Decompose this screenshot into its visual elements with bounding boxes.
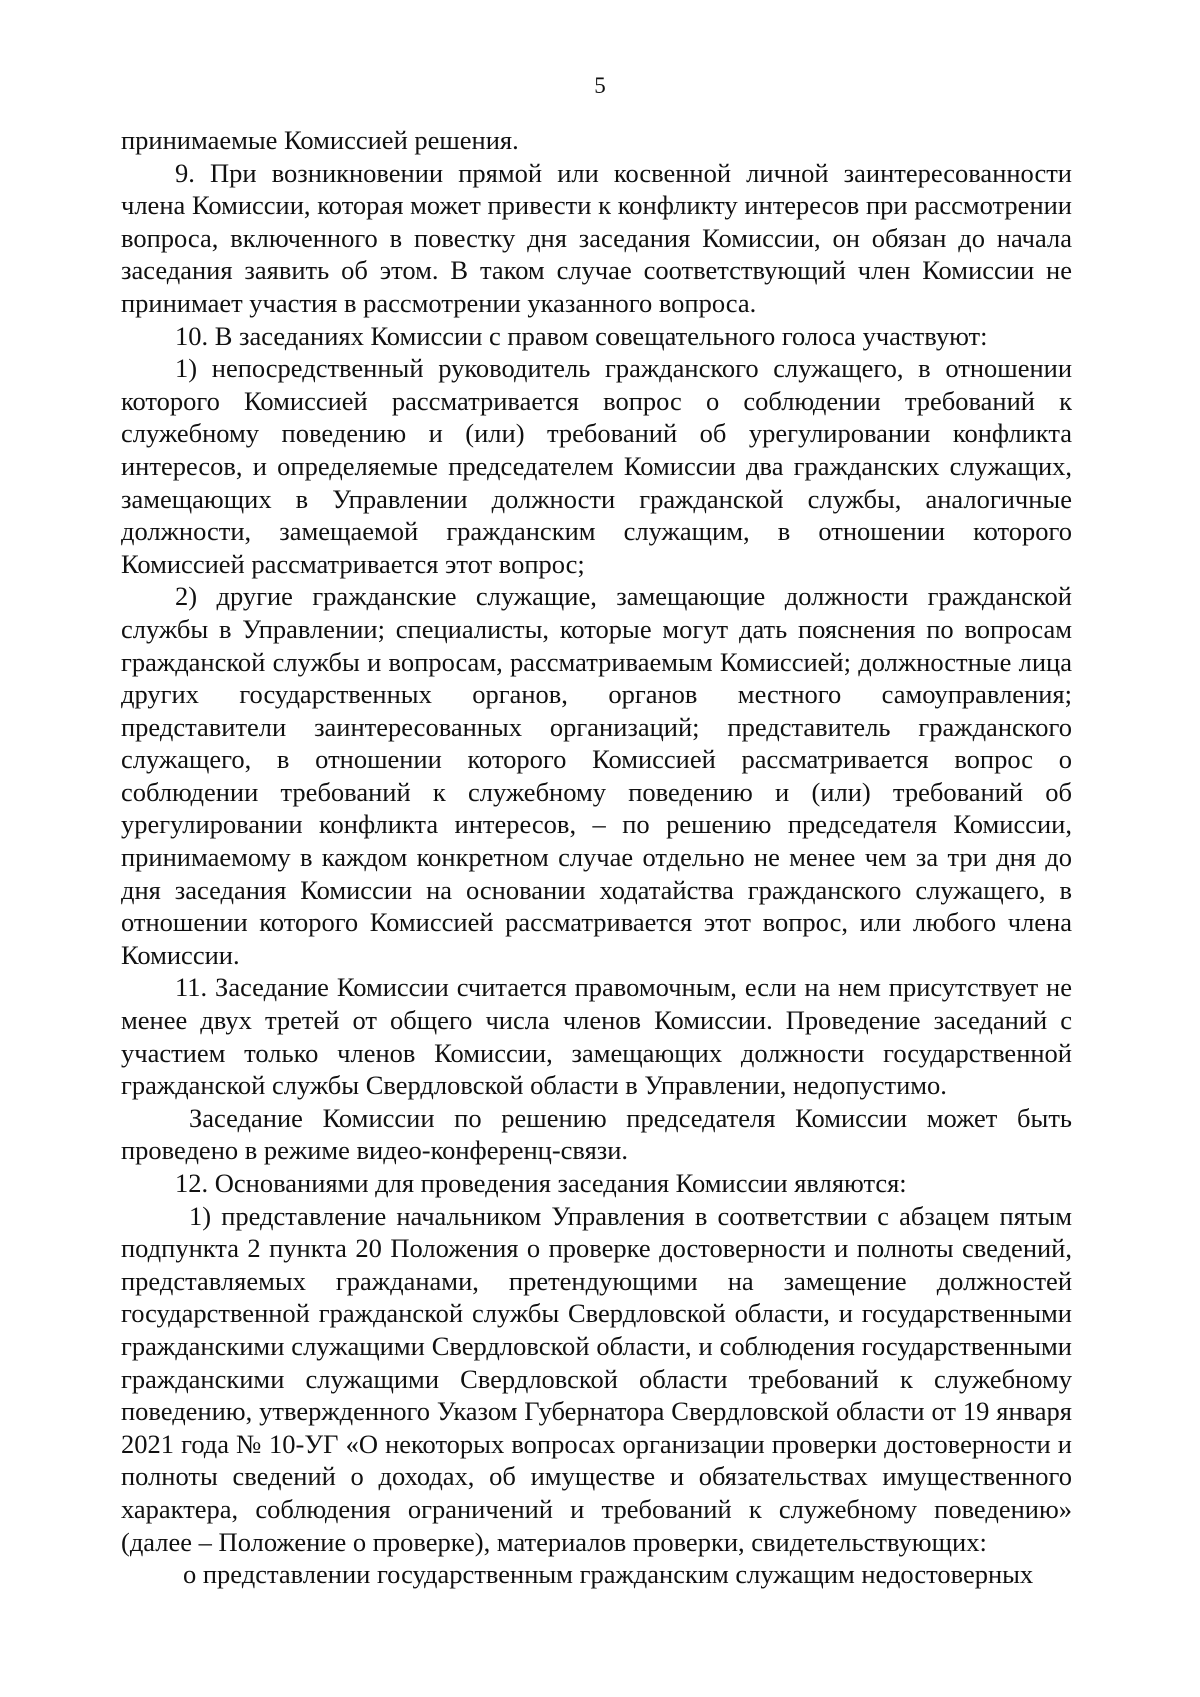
paragraph-item-9: 9. При возникновении прямой или косвенной личной заинтересованности члена Комиссии, которая может привести к конфликту интересов при рассмотрении вопроса, включенного в повестку дня заседания Комиссии, он обязан до начала заседания заявить об этом. В таком случае соответствующий член Комиссии не принимает участия в рассмотрении указанного вопроса.: [121, 157, 1072, 318]
paragraph-continuation: принимаемые Комиссией решения.: [121, 125, 519, 155]
paragraph-item-10-1: 1) непосредственный руководитель гражданского служащего, в отношении которого Комиссией рассматривается вопрос о соблюдении требований к служебному поведению и (или) требований об урегулировании конфликта интересов, и определяемые председателем Комиссии два гражданских служащих, замещающих в Управлении должности гражданской службы, аналогичные должности, замещаемой гражданским служащим, в отношении которого Комиссией рассматривается этот вопрос;: [121, 353, 1072, 579]
paragraph-item-12-1: 1) представление начальником Управления в соответствии с абзацем пятым подпункта 2 пункта 20 Положения о проверке достоверности и полноты сведений, представляемых гражданами, претендующими на замещение должностей государственной гражданской службы Свердловской области, и государственными гражданскими служащими Свердловской области, и соблюдения государственными гражданскими служащими Свердловской области требований к служебному поведению, утвержденного Указом Губернатора Свердловской области от 19 января 2021 года № 10-УГ «О некоторых вопросах организации проверки достоверности и полноты сведений о доходах, об имуществе и обязательствах имущественного характера, соблюдения ограничений и требований к служебному поведению» (далее – Положение о проверке), материалов проверки, свидетельствующих:: [121, 1200, 1072, 1557]
paragraph-item-10-2: 2) другие гражданские служащие, замещающие должности гражданской службы в Управлении; специалисты, которые могут дать пояснения по вопросам гражданской службы и вопросам, рассматриваемым Комиссией; должностные лица других государственных органов, органов местного самоуправления; представители заинтересованных организаций; представитель гражданского служащего, в отношении которого Комиссией рассматривается вопрос о соблюдении требований к служебному поведению и (или) требований об урегулировании конфликта интересов, – по решению председателя Комиссии, принимаемому в каждом конкретном случае отдельно не менее чем за три дня до дня заседания Комиссии на основании ходатайства гражданского служащего, в отношении которого Комиссией рассматривается этот вопрос, или любого члена Комиссии.: [121, 581, 1072, 970]
document-body: [121, 124, 1072, 1591]
page-number: 5: [594, 73, 606, 98]
paragraph-item-11: 11. Заседание Комиссии считается правомочным, если на нем присутствует не менее двух третей от общего числа членов Комиссии. Проведение заседаний с участием только членов Комиссии, замещающих должности государственной гражданской службы Свердловской области в Управлении, недопустимо.: [121, 972, 1072, 1101]
paragraph-item-11-videoconference: Заседание Комиссии по решению председателя Комиссии может быть проведено в режиме видео-конференц-связи.: [121, 1102, 1072, 1166]
paragraph-item-12-1-subitem: о представлении государственным гражданским служащим недостоверных: [183, 1559, 1034, 1590]
paragraph-item-10: 10. В заседаниях Комиссии с правом совещательного голоса участвуют:: [175, 320, 988, 351]
paragraph-item-12: 12. Основаниями для проведения заседания Комиссии являются:: [175, 1168, 907, 1198]
